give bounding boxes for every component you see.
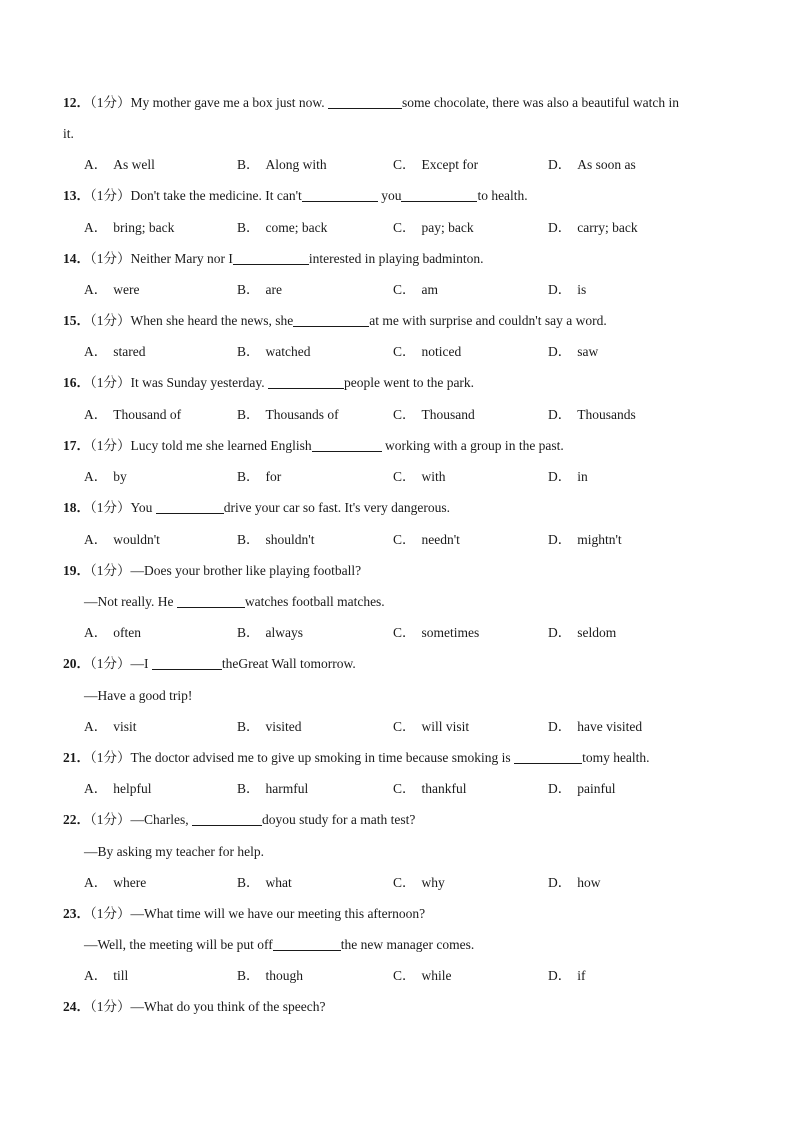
option-text: how: [577, 875, 601, 890]
option-a[interactable]: [84, 873, 146, 893]
question-20-dialog: [84, 686, 764, 706]
option-b[interactable]: [237, 623, 303, 643]
question-text: to health.: [477, 188, 528, 203]
option-b[interactable]: [237, 530, 314, 550]
option-text: come; back: [265, 220, 328, 235]
question-text: Neither Mary nor I: [130, 251, 233, 266]
option-text: where: [113, 875, 147, 890]
question-score: （1分）: [90, 656, 131, 671]
answer-blank[interactable]: [273, 936, 341, 951]
option-a[interactable]: [84, 530, 160, 550]
question-12: [63, 93, 743, 113]
option-c[interactable]: [393, 717, 469, 737]
option-text: shouldn't: [265, 532, 315, 547]
option-letter: B．: [237, 781, 260, 796]
question-14-options: [84, 280, 744, 300]
question-23-dialog: [84, 935, 764, 955]
option-d[interactable]: [548, 467, 588, 487]
question-text: You: [130, 500, 156, 515]
question-21-options: [84, 779, 744, 799]
question-score: （1分）: [90, 95, 131, 110]
option-text: for: [265, 469, 282, 484]
option-letter: B．: [237, 968, 260, 983]
option-text: wouldn't: [113, 532, 160, 547]
option-c[interactable]: [393, 530, 460, 550]
option-c[interactable]: [393, 280, 438, 300]
question-text: When she heard the news, she: [130, 313, 294, 328]
option-text: needn't: [421, 532, 460, 547]
option-c[interactable]: [393, 155, 478, 175]
option-text: is: [577, 282, 587, 297]
answer-blank[interactable]: [302, 187, 378, 202]
question-text: Don't take the medicine. It can't: [130, 188, 302, 203]
option-text: saw: [577, 344, 599, 359]
option-letter: C．: [393, 282, 416, 297]
question-text: you: [377, 188, 402, 203]
question-score: （1分）: [90, 563, 131, 578]
option-text: Thousands: [577, 407, 636, 422]
option-letter: A．: [84, 781, 108, 796]
option-c[interactable]: [393, 342, 461, 362]
option-text: while: [421, 968, 452, 983]
question-text: drive your car so fast. It's very dangerous.: [223, 500, 451, 515]
question-text: theGreat Wall tomorrow.: [221, 656, 356, 671]
option-letter: A．: [84, 220, 108, 235]
question-number: 24．: [63, 999, 90, 1014]
option-d[interactable]: [548, 405, 636, 425]
option-letter: B．: [237, 407, 260, 422]
question-13-options: [84, 218, 744, 238]
question-text: interested in playing badminton.: [308, 251, 484, 266]
option-letter: C．: [393, 157, 416, 172]
option-d[interactable]: [548, 155, 636, 175]
option-letter: C．: [393, 719, 416, 734]
question-score: （1分）: [90, 251, 131, 266]
option-a[interactable]: [84, 779, 152, 799]
question-15-options: [84, 342, 744, 362]
option-text: stared: [113, 344, 146, 359]
question-text: working with a group in the past.: [381, 438, 564, 453]
question-text: people went to the park.: [343, 375, 475, 390]
question-text: doyou study for a math test?: [262, 812, 416, 827]
option-text: painful: [577, 781, 616, 796]
option-c[interactable]: [393, 966, 452, 986]
option-letter: D．: [548, 282, 572, 297]
question-23: [63, 904, 743, 924]
option-letter: C．: [393, 625, 416, 640]
option-d[interactable]: [548, 280, 586, 300]
answer-blank[interactable]: [177, 593, 245, 608]
option-b[interactable]: [237, 467, 281, 487]
option-d[interactable]: [548, 530, 622, 550]
option-text: have visited: [577, 719, 643, 734]
option-text: harmful: [265, 781, 309, 796]
question-text: —Does your brother like playing football?: [130, 563, 362, 578]
answer-blank[interactable]: [328, 94, 402, 109]
option-text: Thousands of: [265, 407, 339, 422]
option-b[interactable]: [237, 966, 303, 986]
answer-blank[interactable]: [312, 437, 382, 452]
option-c[interactable]: [393, 467, 446, 487]
question-18-options: [84, 530, 744, 550]
option-letter: D．: [548, 625, 572, 640]
option-letter: B．: [237, 719, 260, 734]
option-text: Along with: [265, 157, 327, 172]
question-22-dialog: [84, 842, 764, 862]
option-a[interactable]: [84, 405, 181, 425]
question-score: （1分）: [90, 188, 131, 203]
option-text: bring; back: [113, 220, 175, 235]
question-score: （1分）: [90, 812, 131, 827]
option-letter: A．: [84, 875, 108, 890]
option-letter: A．: [84, 968, 108, 983]
option-text: am: [421, 282, 439, 297]
option-d[interactable]: [548, 873, 601, 893]
dialog-text: —By asking my teacher for help.: [84, 844, 264, 859]
option-a[interactable]: [84, 342, 145, 362]
option-letter: D．: [548, 220, 572, 235]
question-number: 13．: [63, 188, 90, 203]
question-22-options: [84, 873, 744, 893]
question-19-options: [84, 623, 744, 643]
option-text: thankful: [421, 781, 467, 796]
option-text: sometimes: [421, 625, 480, 640]
option-text: why: [421, 875, 445, 890]
option-letter: B．: [237, 157, 260, 172]
question-19: [63, 561, 743, 581]
option-letter: B．: [237, 344, 260, 359]
question-number: 19．: [63, 563, 90, 578]
option-text: were: [113, 282, 140, 297]
option-letter: C．: [393, 407, 416, 422]
option-text: what: [265, 875, 292, 890]
option-text: if: [577, 968, 586, 983]
answer-blank[interactable]: [152, 655, 222, 670]
option-text: in: [577, 469, 588, 484]
option-text: pay; back: [421, 220, 474, 235]
answer-blank[interactable]: [293, 312, 369, 327]
option-letter: D．: [548, 407, 572, 422]
option-a[interactable]: [84, 623, 141, 643]
option-text: As well: [113, 157, 155, 172]
option-text: till: [113, 968, 129, 983]
option-d[interactable]: [548, 717, 642, 737]
answer-blank[interactable]: [401, 187, 477, 202]
question-23-options: [84, 966, 744, 986]
option-c[interactable]: [393, 873, 445, 893]
option-letter: C．: [393, 344, 416, 359]
answer-blank[interactable]: [233, 250, 309, 265]
option-text: Thousand of: [113, 407, 182, 422]
option-text: often: [113, 625, 141, 640]
option-letter: D．: [548, 469, 572, 484]
option-c[interactable]: [393, 623, 479, 643]
option-letter: B．: [237, 220, 260, 235]
option-text: mightn't: [577, 532, 622, 547]
dialog-text: the new manager comes.: [340, 937, 475, 952]
option-a[interactable]: [84, 467, 127, 487]
question-19-dialog: [84, 592, 764, 612]
option-letter: D．: [548, 875, 572, 890]
option-letter: D．: [548, 719, 572, 734]
option-b[interactable]: [237, 218, 327, 238]
option-letter: C．: [393, 469, 416, 484]
question-12-options: [84, 155, 744, 175]
option-letter: A．: [84, 344, 108, 359]
answer-blank[interactable]: [192, 811, 262, 826]
option-text: Except for: [421, 157, 479, 172]
question-24: [63, 997, 743, 1017]
question-score: （1分）: [90, 313, 131, 328]
option-letter: D．: [548, 968, 572, 983]
question-text: Lucy told me she learned English: [130, 438, 312, 453]
option-letter: D．: [548, 157, 572, 172]
dialog-text: —Not really. He: [84, 594, 177, 609]
question-number: 16．: [63, 375, 90, 390]
option-text: noticed: [421, 344, 462, 359]
question-text: at me with surprise and couldn't say a word.: [369, 313, 607, 328]
option-d[interactable]: [548, 966, 586, 986]
option-letter: C．: [393, 220, 416, 235]
option-text: visited: [265, 719, 302, 734]
option-a[interactable]: [84, 155, 155, 175]
question-12-continuation: [63, 124, 743, 144]
question-text: The doctor advised me to give up smoking in time because smoking is: [130, 750, 515, 765]
answer-blank[interactable]: [514, 749, 582, 764]
option-b[interactable]: [237, 717, 302, 737]
question-15: [63, 311, 743, 331]
option-text: with: [421, 469, 446, 484]
option-letter: B．: [237, 875, 260, 890]
option-letter: D．: [548, 344, 572, 359]
question-text: It was Sunday yesterday.: [130, 375, 268, 390]
question-17: [63, 436, 743, 456]
option-b[interactable]: [237, 779, 308, 799]
option-text: visit: [113, 719, 137, 734]
dialog-text: watches football matches.: [244, 594, 385, 609]
question-number: 20．: [63, 656, 90, 671]
option-letter: C．: [393, 875, 416, 890]
question-score: （1分）: [90, 500, 131, 515]
question-number: 15．: [63, 313, 90, 328]
question-22: [63, 810, 743, 830]
option-letter: A．: [84, 407, 108, 422]
question-20: [63, 654, 743, 674]
question-number: 23．: [63, 906, 90, 921]
question-number: 12．: [63, 95, 90, 110]
question-score: （1分）: [90, 375, 131, 390]
option-letter: A．: [84, 282, 108, 297]
option-text: will visit: [421, 719, 470, 734]
option-c[interactable]: [393, 218, 474, 238]
option-a[interactable]: [84, 966, 128, 986]
option-c[interactable]: [393, 405, 475, 425]
question-number: 17．: [63, 438, 90, 453]
question-number: 18．: [63, 500, 90, 515]
question-number: 21．: [63, 750, 90, 765]
question-14: [63, 249, 743, 269]
option-text: though: [265, 968, 304, 983]
question-20-options: [84, 717, 744, 737]
option-text: seldom: [577, 625, 617, 640]
question-text: —I: [130, 656, 152, 671]
question-text: it.: [63, 126, 74, 141]
option-a[interactable]: [84, 717, 137, 737]
question-text: —What time will we have our meeting this afternoon?: [130, 906, 426, 921]
question-score: （1分）: [90, 906, 131, 921]
option-a[interactable]: [84, 218, 174, 238]
question-text: My mother gave me a box just now.: [130, 95, 328, 110]
option-b[interactable]: [237, 155, 327, 175]
answer-blank[interactable]: [156, 499, 224, 514]
question-score: （1分）: [90, 999, 131, 1014]
question-score: （1分）: [90, 438, 131, 453]
option-text: always: [265, 625, 304, 640]
option-a[interactable]: [84, 280, 139, 300]
option-c[interactable]: [393, 779, 467, 799]
question-16: [63, 373, 743, 393]
question-text: tomy health.: [582, 750, 650, 765]
option-letter: B．: [237, 469, 260, 484]
option-text: carry; back: [577, 220, 638, 235]
question-number: 22．: [63, 812, 90, 827]
question-score: （1分）: [90, 750, 131, 765]
option-letter: B．: [237, 625, 260, 640]
option-text: by: [113, 469, 127, 484]
option-text: are: [265, 282, 282, 297]
option-letter: B．: [237, 282, 260, 297]
option-letter: A．: [84, 625, 108, 640]
question-16-options: [84, 405, 744, 425]
dialog-text: —Well, the meeting will be put off: [84, 937, 273, 952]
question-text: some chocolate, there was also a beautiful watch in: [401, 95, 679, 110]
option-letter: D．: [548, 532, 572, 547]
option-b[interactable]: [237, 873, 292, 893]
option-text: As soon as: [577, 157, 636, 172]
option-b[interactable]: [237, 405, 339, 425]
option-d[interactable]: [548, 218, 638, 238]
option-text: Thousand: [421, 407, 475, 422]
answer-blank[interactable]: [268, 374, 344, 389]
question-number: 14．: [63, 251, 90, 266]
option-b[interactable]: [237, 342, 311, 362]
question-18: [63, 498, 743, 518]
dialog-text: —Have a good trip!: [84, 688, 193, 703]
option-d[interactable]: [548, 779, 616, 799]
option-letter: C．: [393, 781, 416, 796]
option-text: watched: [265, 344, 311, 359]
option-letter: C．: [393, 968, 416, 983]
question-17-options: [84, 467, 744, 487]
option-letter: A．: [84, 157, 108, 172]
question-21: [63, 748, 743, 768]
option-d[interactable]: [548, 342, 598, 362]
question-text: —Charles,: [130, 812, 192, 827]
option-d[interactable]: [548, 623, 616, 643]
option-letter: C．: [393, 532, 416, 547]
option-letter: B．: [237, 532, 260, 547]
option-letter: A．: [84, 469, 108, 484]
option-letter: A．: [84, 532, 108, 547]
question-text: —What do you think of the speech?: [130, 999, 326, 1014]
option-b[interactable]: [237, 280, 282, 300]
option-text: helpful: [113, 781, 152, 796]
question-13: [63, 186, 743, 206]
option-letter: D．: [548, 781, 572, 796]
option-letter: A．: [84, 719, 108, 734]
